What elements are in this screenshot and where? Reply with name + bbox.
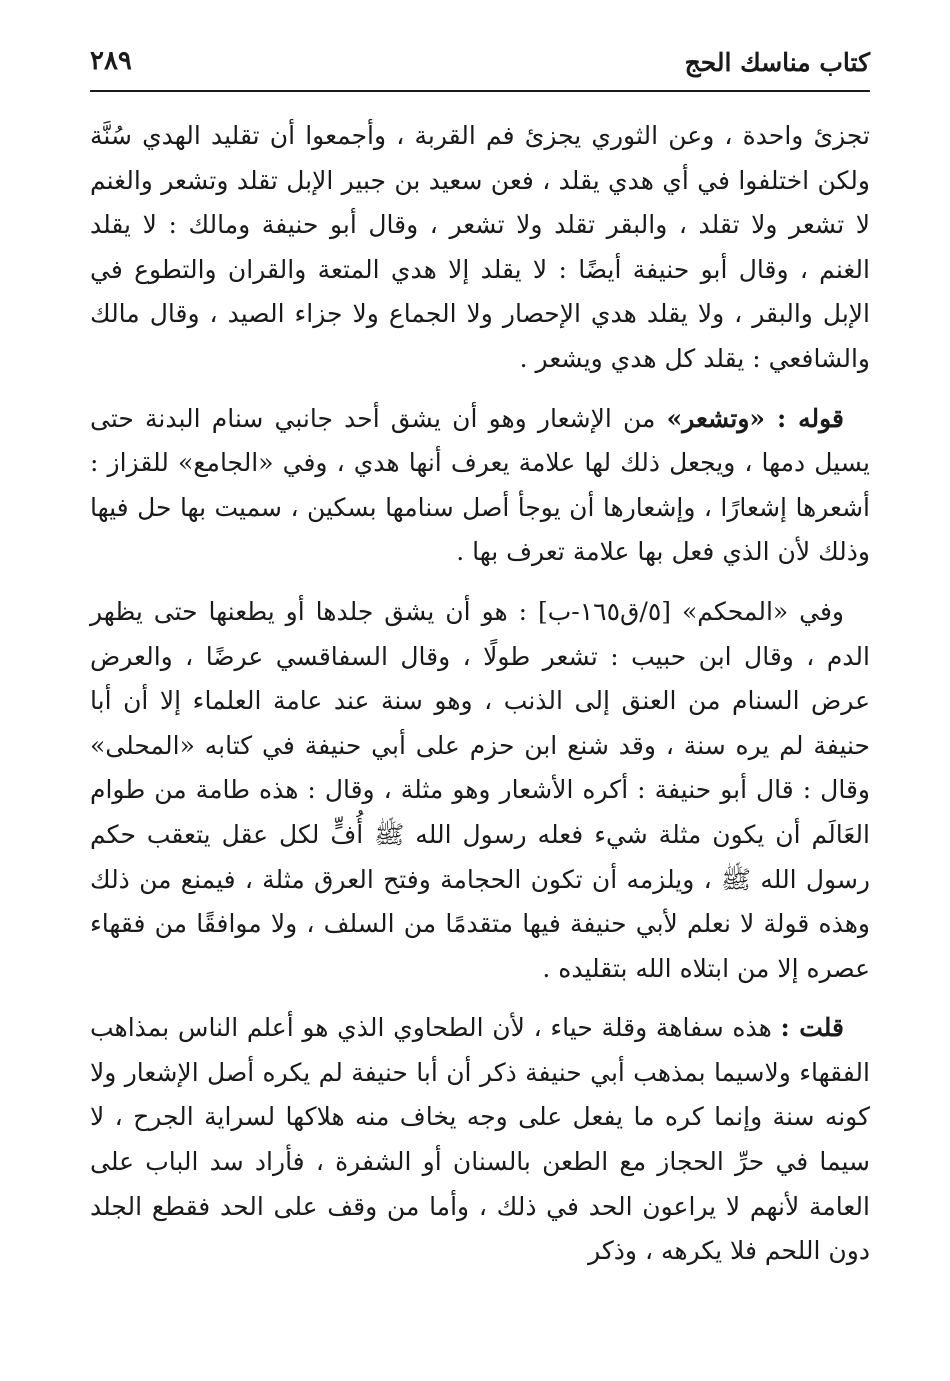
paragraph-4-lead: قلت : (780, 1013, 845, 1043)
page-header (90, 40, 870, 88)
page-body (90, 114, 870, 1289)
paragraph-2-lead: قوله : «وتشعر» (666, 403, 844, 433)
paragraph-1 (90, 114, 870, 382)
paragraph-4-text: هذه سفاهة وقلة حياء ، لأن الطحاوي الذي هو أعلم الناس بمذاهب الفقهاء ولاسيما بمذهب أبي حنيفة ذكر أن أبا حنيفة لم يكره أصل الإشعار ولا كونه سنة وإنما كره ما يفعل على وجه يخاف منه هلاكها لسراية الجرح ، لا سيما في حرِّ الحجاز مع الطعن بالسنان أو الشفرة ، فأراد سد الباب على العامة لأنهم لا يراعون الحد في ذلك ، وأما من وقف على الحد فقطع الجلد دون اللحم فلا يكرهه ، وذكر (90, 1013, 870, 1266)
paragraph-3-text: وفي «المحكم» [٥/ق١٦٥-ب] : هو أن يشق جلدها أو يطعنها حتى يظهر الدم ، وقال ابن حبيب : تشعر طولًا ، وقال السفاقسي عرضًا ، والعرض عرض السنام من العنق إلى الذنب ، وهو سنة عند عامة العلماء إلا أن أبا حنيفة لم يره سنة ، وقد شنع ابن حزم على أبي حنيفة في كتابه «المحلى» وقال : قال أبو حنيفة : أكره الأشعار وهو مثلة ، وقال : هذه طامة من طوام العَالَم أن يكون مثلة شيء فعله رسول الله ﷺ أُفٍّ لكل عقل يتعقب حكم رسول الله ﷺ ، ويلزمه أن تكون الحجامة وفتح العرق مثلة ، فيمنع من ذلك وهذه قولة لا نعلم لأبي حنيفة فيها متقدمًا من السلف ، ولا موافقًا من فقهاء عصره إلا من ابتلاه الله بتقليده . (90, 596, 870, 983)
running-title: كتاب مناسك الحج (684, 48, 870, 77)
paragraph-2 (90, 397, 870, 575)
document-page (90, 40, 870, 1340)
paragraph-3 (90, 590, 870, 991)
paragraph-1-text: تجزئ واحدة ، وعن الثوري يجزئ فم القربة ، وأجمعوا أن تقليد الهدي سُنَّة ولكن اختلفوا في أي هدي يقلد ، فعن سعيد بن جبير الإبل تقلد وتشعر والغنم لا تشعر ولا تقلد ، والبقر تقلد ولا تشعر ، وقال أبو حنيفة ومالك : لا يقلد الغنم ، وقال أبو حنيفة أيضًا : لا يقلد إلا هدي المتعة والقران والتطوع في الإبل والبقر ، ولا يقلد هدي الإحصار ولا الجماع ولا جزاء الصيد ، وقال مالك والشافعي : يقلد كل هدي ويشعر . (90, 121, 870, 373)
page-number: ٢٨٩ (90, 46, 132, 76)
header-rule (90, 90, 870, 92)
paragraph-2-text: من الإشعار وهو أن يشق أحد جانبي سنام البدنة حتى يسيل دمها ، ويجعل ذلك لها علامة يعرف أنها هدي ، وفي «الجامع» للقزاز : أشعرها إشعارًا ، وإشعارها أن يوجأ أصل سنامها بسكين ، سميت بها حل فيها وذلك لأن الذي فعل بها علامة تعرف بها . (90, 403, 870, 567)
paragraph-4 (90, 1006, 870, 1274)
